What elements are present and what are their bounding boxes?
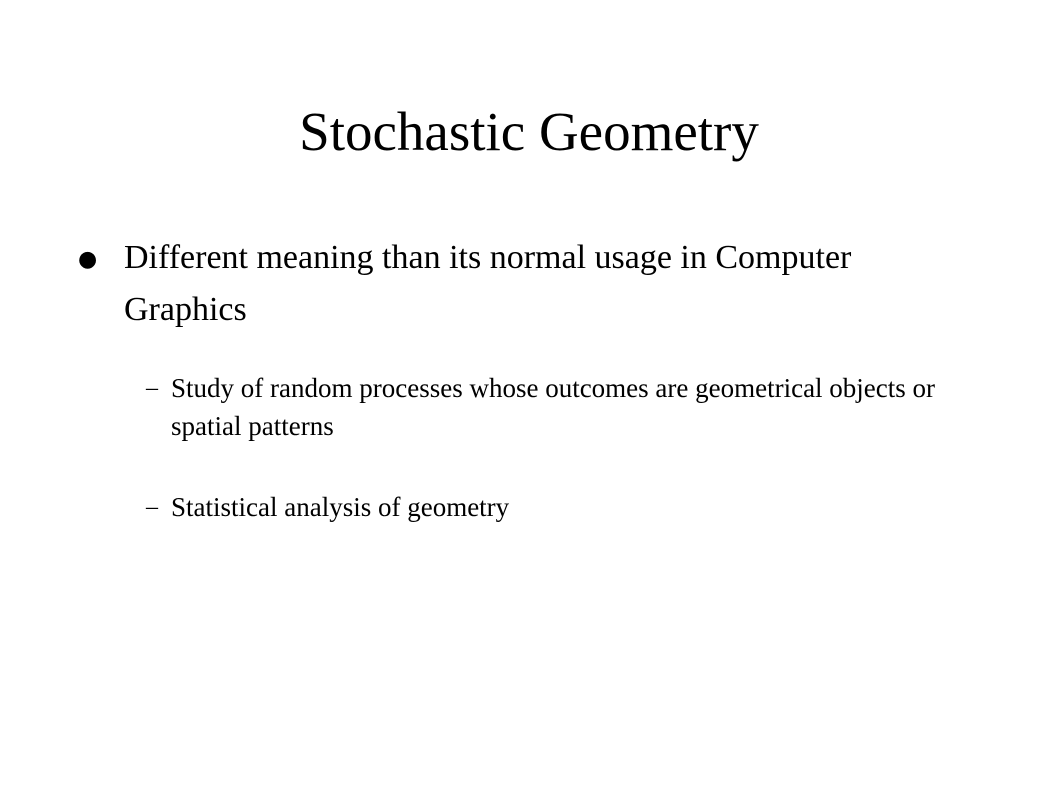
slide-title: Stochastic Geometry (299, 101, 759, 162)
sub-bullet-item (146, 488, 946, 526)
dash-bullet-icon: – (146, 375, 158, 401)
bullet-item (78, 232, 958, 336)
dash-bullet-icon: – (146, 494, 158, 520)
sub-bullet-item (146, 369, 946, 445)
bullet-text: Different meaning than its normal usage in Computer Graphics (124, 239, 852, 328)
sub-bullet-text: Statistical analysis of geometry (171, 492, 510, 522)
sub-bullet-text: Study of random processes whose outcomes are geometrical objects or spatial patterns (171, 373, 936, 441)
bullet-dot-icon: ● (78, 247, 98, 272)
